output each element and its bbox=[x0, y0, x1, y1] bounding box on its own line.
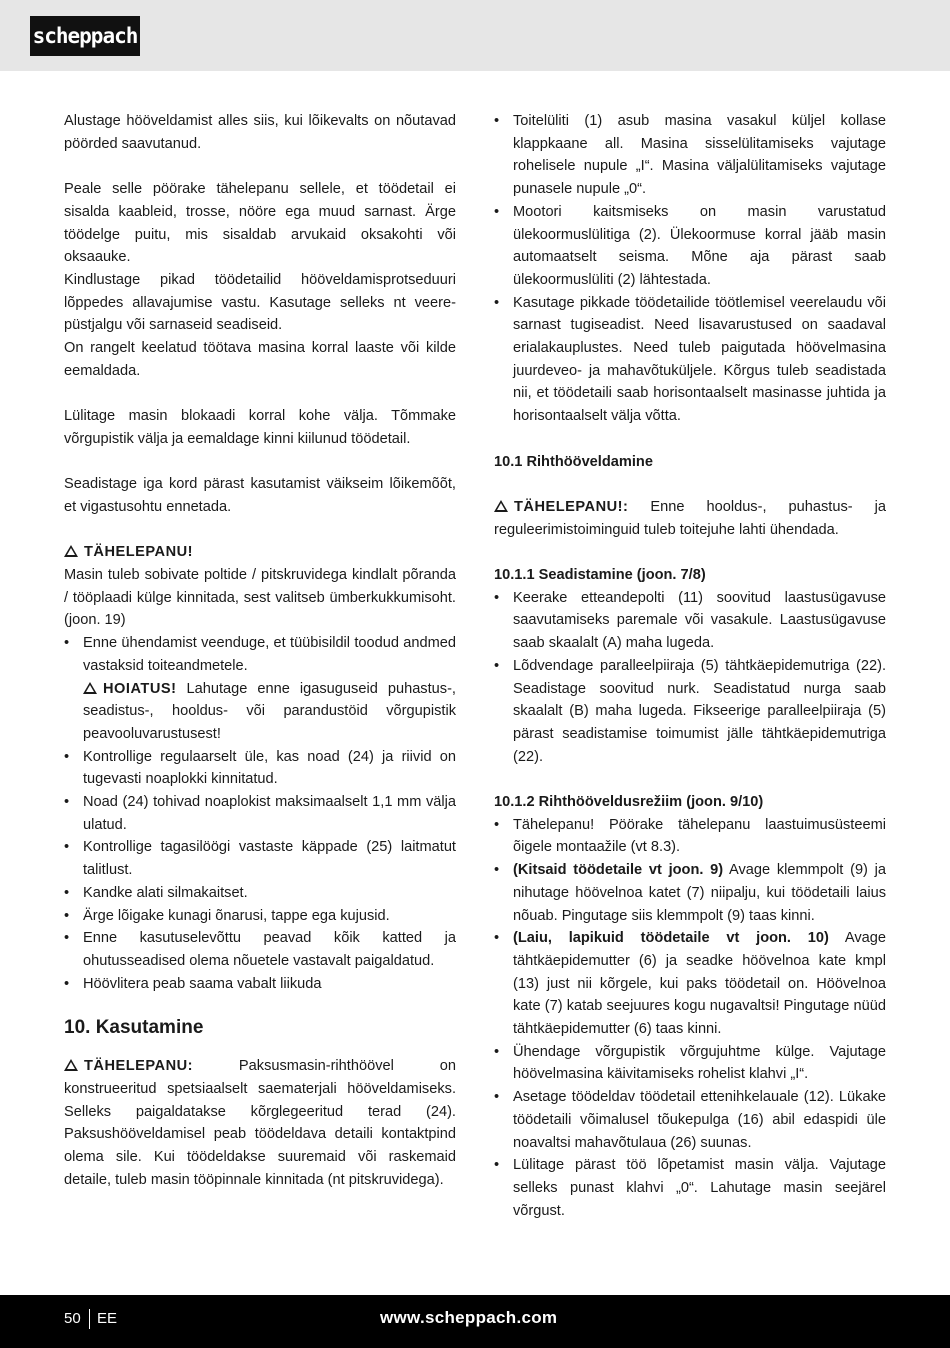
list-item: • Kontrollige regulaarselt üle, kas noad (24) ja riivid on tugevasti noaplokki kinnitatud. bbox=[64, 746, 456, 791]
paragraph: Peale selle pöörake tähelepanu sellele, et töödetail ei sisalda kaableid, trosse, nööre ega muud sarnast. Ärge töödelge puitu, mis sisaldab arvukaid oksakohti või oksaauke. bbox=[64, 181, 456, 266]
paragraph: Seadistage iga kord pärast kasutamist väikseim lõikemõõt, et vigastusohtu ennetada. bbox=[64, 476, 456, 515]
paragraph: On rangelt keelatud töötava masina korral laaste või kilde eemaldada. bbox=[64, 340, 456, 379]
warning-triangle-icon bbox=[64, 1059, 78, 1071]
warning-paragraph: TÄHELEPANU!: Enne hooldus-, puhastus- ja reguleerimistoiminguid tuleb toitejuhe lahti ühendada. bbox=[494, 498, 886, 538]
warning-note: HOIATUS! Lahutage enne igasuguseid puhastus-, seadistus-, hooldus- või parandustöid võrgupistik peavooluvarustusest! bbox=[83, 680, 456, 742]
list-item: • (Laiu, lapikuid töödetaile vt joon. 10) Avage tähtkäepidemutter (6) ja seadke höövelnoa kate kmpl (13) just nii kõrgele, kui paks töödetail on. Höövelnoa kate (7) katab seejuures kogu nugavaltsi! Pingutage nüüd tähtkäepidemutter (6) taas kinni. bbox=[494, 927, 886, 1041]
list-item: • Toitelüliti (1) asub masina vasakul küljel kollase klappkaane all. Masina sisselülitamiseks vajutage rohelisele nupule „I“. Masina väljalülitamiseks vajutage punasele nupule „0“. bbox=[494, 110, 886, 201]
paragraph: Alustage hööveldamist alles siis, kui lõikevalts on nõutavad pöörded saavutanud. bbox=[64, 113, 456, 152]
brand-logo: scheppach bbox=[30, 16, 140, 56]
list-item: • Lõdvendage paralleelpiiraja (5) tähtkäepidemutriga (22). Seadistage soovitud nurk. Seadistatud nurga saab skaalalt (B) maha lugeda. Fikseerige paralleelpiiraja (5) pärast seadistamise toimumist jälle tähtkäepidemutriga (22). bbox=[494, 655, 886, 769]
warning-heading: TÄHELEPANU! bbox=[64, 541, 456, 564]
warning-paragraph: TÄHELEPANU: Paksusmasin-rihthöövel on konstrueeritud spetsiaalselt saematerjali hööveldamiseks. Selleks paigaldatakse kõrglegeeritud terad (24). Paksushööveldamisel peab töödeldava detaili kontaktpind olema sile. Kui töödeldakse suuremaid või raskemaid detaile, tuleb masin tööpinnale kinnitada (nt pitskruvidega). bbox=[64, 1058, 456, 1188]
list-item: • Keerake etteandepolti (11) soovitud laastusügavuse saavutamiseks paremale või vasakule. Laastusügavuse saab skaalalt (A) maha lugeda. bbox=[494, 587, 886, 655]
list-item: • Enne kasutuselevõttu peavad kõik katted ja ohutusseadised olema nõuetele vastavalt paigaldatud. bbox=[64, 927, 456, 972]
list-item: • Kasutage pikkade töödetailide töötlemisel veerelaudu või sarnast tugiseadist. Need lisavarustused on saadaval erialakauplustes. Need tuleb paigutada höövelmasina juurdeveo- ja mahavõtuküljele. Kõrgus tuleb seadistada nii, et töödetaili saab horisontaalselt masinasse juhtida ja horisontaalselt välja võtta. bbox=[494, 292, 886, 428]
list-item: • Noad (24) tohivad noaplokist maksimaalselt 1,1 mm välja ulatud. bbox=[64, 791, 456, 836]
warning-triangle-icon bbox=[494, 500, 508, 512]
website-link[interactable]: www.scheppach.com bbox=[380, 1308, 558, 1327]
warning-triangle-icon bbox=[83, 682, 97, 694]
list-item: • (Kitsaid töödetaile vt joon. 9) Avage klemmpolt (9) ja nihutage höövelnoa katet (7) niipalju, kui töödetaili laius nõuab. Pingutage siis klemmpolt (9) taas kinni. bbox=[494, 859, 886, 927]
list-item: • Lülitage pärast töö lõpetamist masin välja. Vajutage selleks punast klahvi „0“. Lahutage masin seejärel võrgust. bbox=[494, 1154, 886, 1222]
section-heading: 10. Kasutamine bbox=[64, 1017, 204, 1039]
subsection-heading: 10.1.1 Seadistamine (joon. 7/8) bbox=[494, 567, 706, 584]
list-item: • Ühendage võrgupistik võrgujuhtme külge. Vajutage höövelmasina käivitamiseks rohelist klahvi „I“. bbox=[494, 1041, 886, 1086]
paragraph: Masin tuleb sobivate poltide / pitskruvidega kindlalt põranda / tööplaadi külge kinnitada, sest valitseb ümberkukkumisoht. (joon. 19) bbox=[64, 567, 456, 629]
warning-triangle-icon bbox=[64, 545, 78, 557]
footer-divider bbox=[89, 1309, 90, 1329]
page-number: 50 bbox=[64, 1310, 81, 1327]
subsection-heading: 10.1.2 Rihthööveldusrežiim (joon. 9/10) bbox=[494, 794, 764, 811]
page-header bbox=[0, 0, 950, 71]
left-column bbox=[64, 110, 456, 1192]
list-item: • Kandke alati silmakaitset. bbox=[64, 882, 456, 905]
list-item: • Tähelepanu! Pöörake tähelepanu laastuimusüsteemi õigele montaažile (vt 8.3). bbox=[494, 814, 886, 859]
subsection-heading: 10.1 Rihthööveldamine bbox=[494, 453, 653, 470]
list-item: • Kontrollige tagasilöögi vastaste käppade (25) laitmatut talitlust. bbox=[64, 836, 456, 881]
list-item: • Enne ühendamist veenduge, et tüübisildil toodud andmed vastaksid toiteandmetele. bbox=[64, 632, 456, 677]
paragraph: Lülitage masin blokaadi korral kohe välja. Tõmmake võrgupistik välja ja eemaldage kinni kiilunud töödetail. bbox=[64, 408, 456, 447]
right-column bbox=[494, 110, 886, 1222]
list-item: • Ärge lõigake kunagi õnarusi, tappe ega kujusid. bbox=[64, 905, 456, 928]
page-footer bbox=[0, 1295, 950, 1348]
list-item: • Mootori kaitsmiseks on masin varustatud ülekoormuslülitiga (2). Ülekoormuse korral jääb masin automaatselt seisma. Mõne aja pärast saab ülekoormuslüliti (2) lähtestada. bbox=[494, 201, 886, 292]
list-item: • Höövlitera peab saama vabalt liikuda bbox=[64, 973, 456, 996]
language-code: EE bbox=[97, 1310, 118, 1327]
list-item: • Asetage töödeldav töödetail ettenihkelauale (12). Lükake töödetaili võimalusel tõukepulga (16) abil edaspidi üle noavaltsi mahavõtulaua (26) suunas. bbox=[494, 1086, 886, 1154]
paragraph: Kindlustage pikad töödetailid hööveldamisprotseduuri lõppedes allavajumise vastu. Kasutage selleks nt veere-püstjalgu või sarnaseid seadiseid. bbox=[64, 271, 456, 334]
